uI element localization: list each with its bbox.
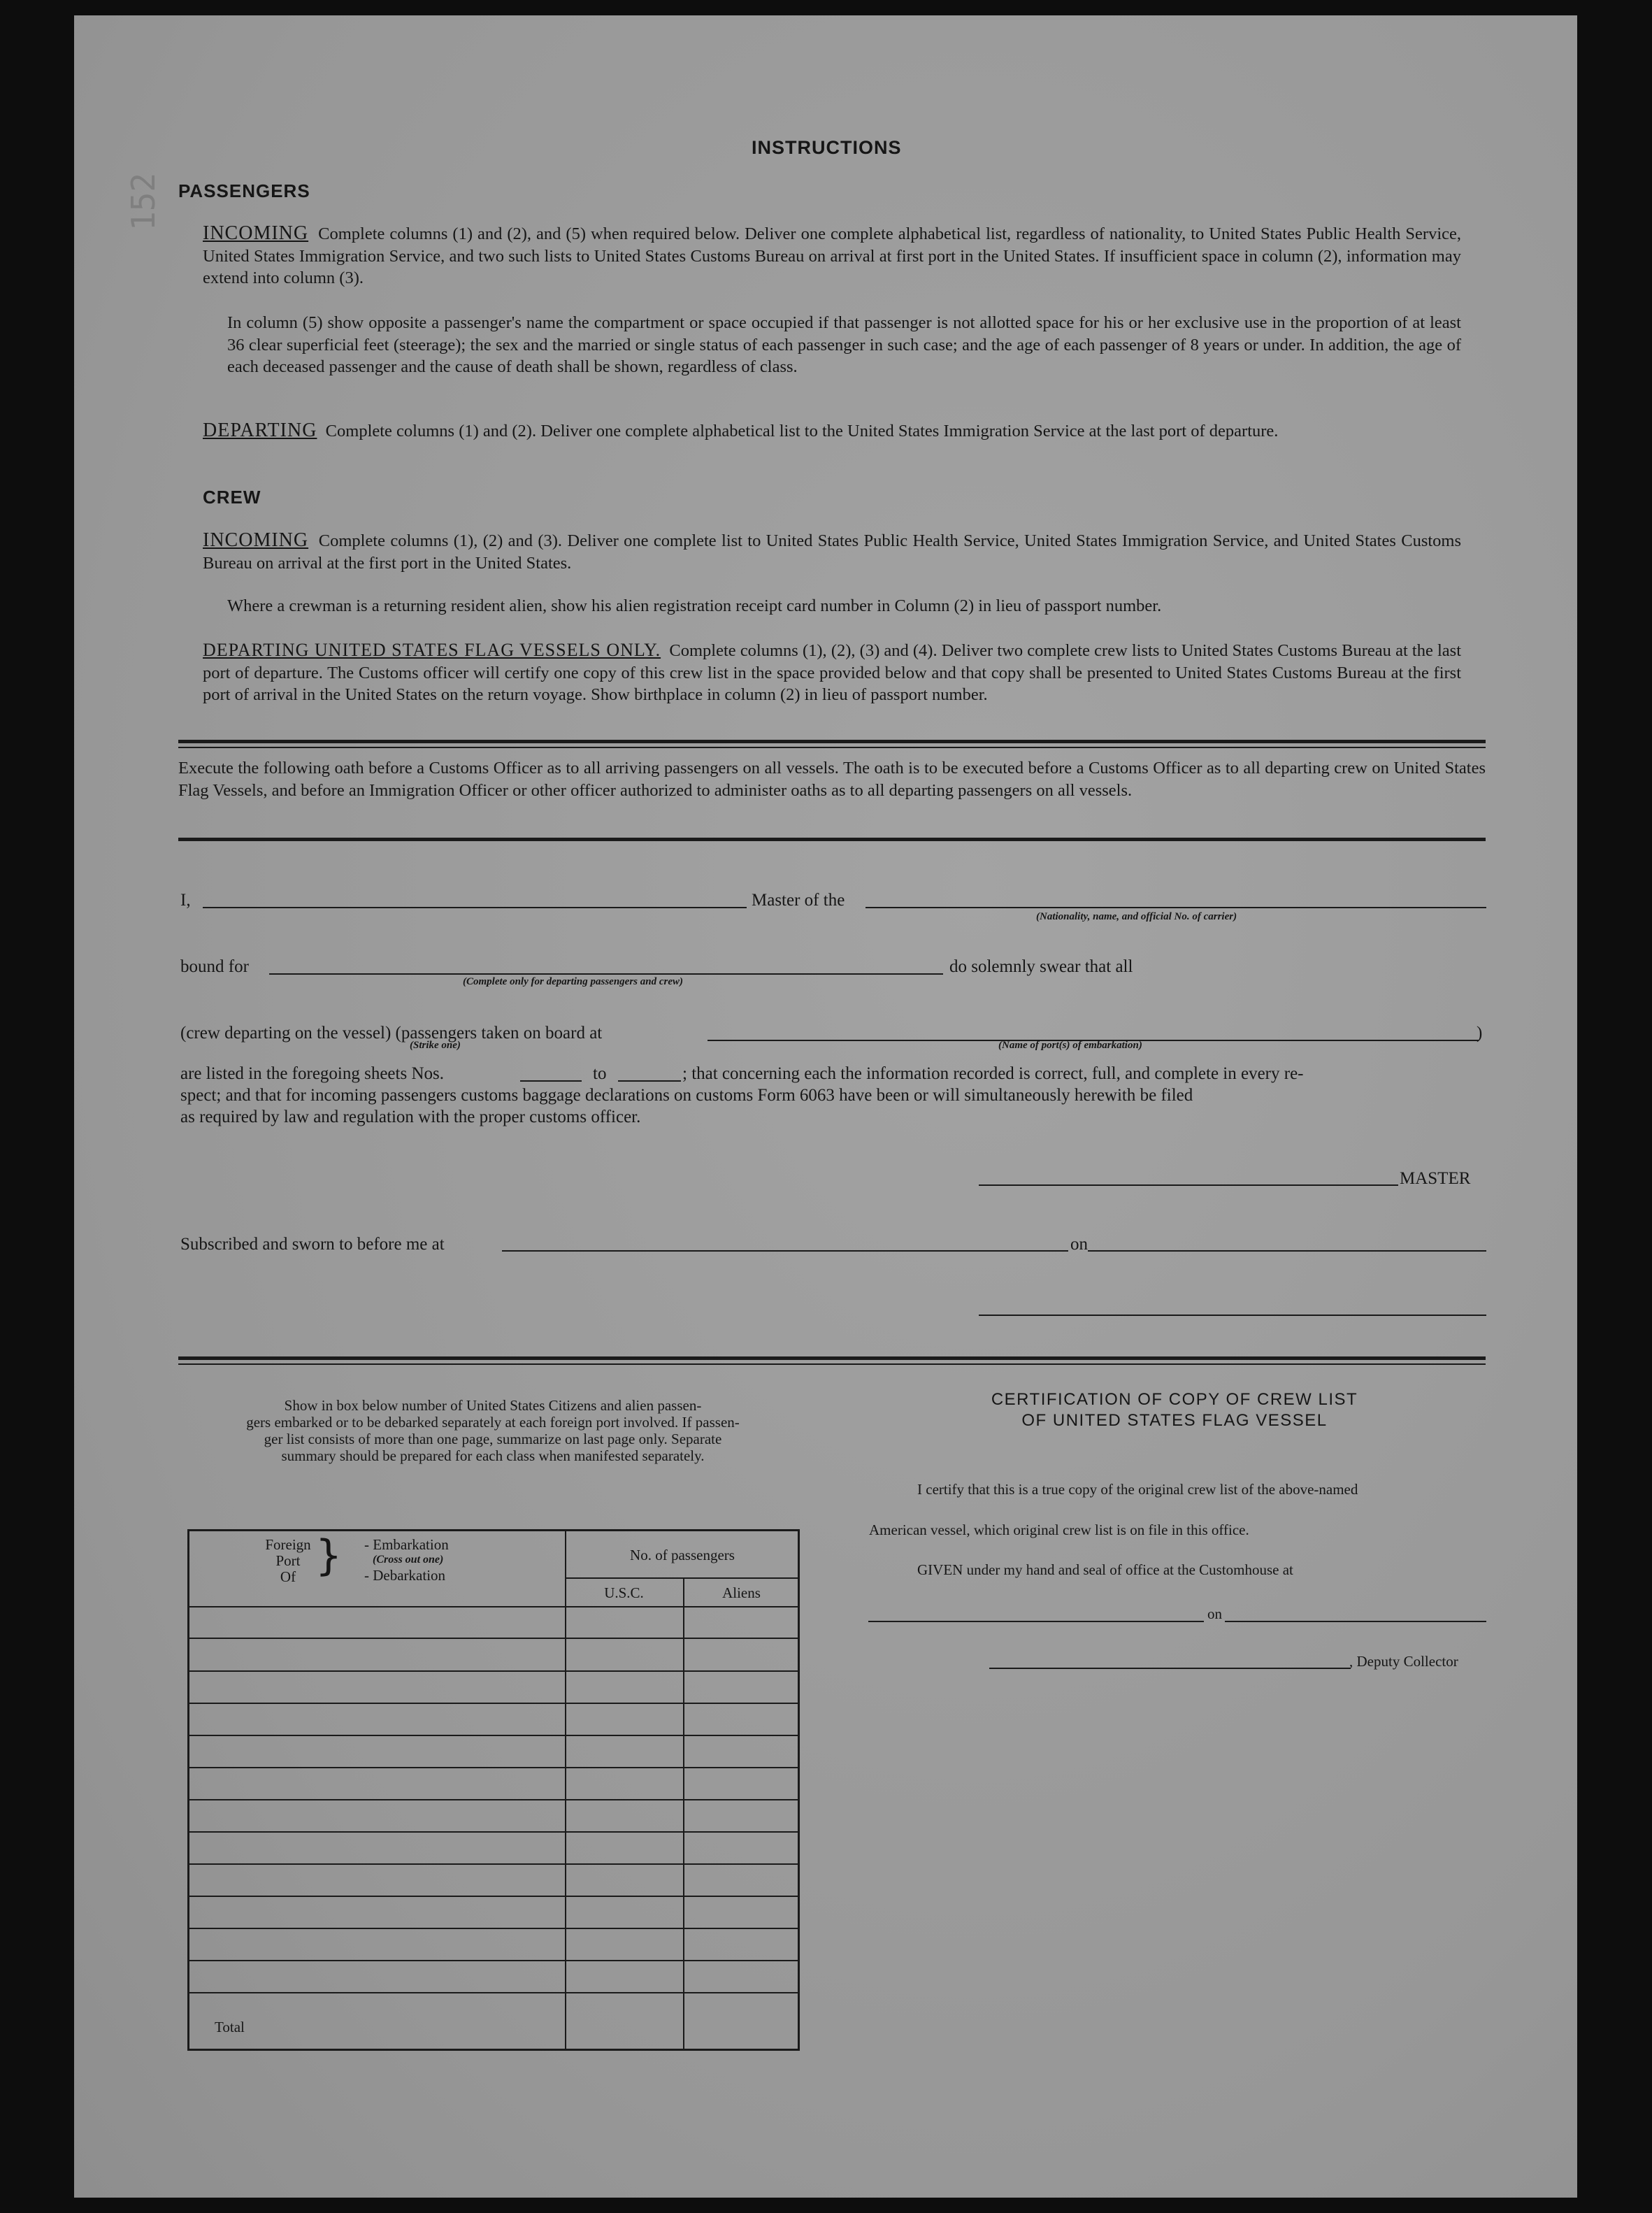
crew-departing-label: DEPARTING UNITED STATES FLAG VESSELS ONLY. <box>203 640 661 660</box>
deputy-signature-line <box>989 1668 1351 1669</box>
oath-to: to <box>593 1064 607 1083</box>
bound-for-line <box>269 973 943 975</box>
crew-incoming-block <box>203 529 1461 574</box>
port-label: Port <box>275 1552 301 1569</box>
passenger-summary-table <box>187 1529 800 2051</box>
oath-swear: do solemnly swear that all <box>949 957 1133 976</box>
of-label: Of <box>280 1568 296 1585</box>
divider-oath <box>178 838 1486 841</box>
passengers-departing-text: Complete columns (1) and (2). Deliver one complete alphabetical list to the United States Immigration Service at the last port of departure. <box>325 422 1279 441</box>
summary-line-3: ger list consists of more than one page, summarize on last page only. Separate <box>264 1431 722 1447</box>
column5-paragraph <box>227 312 1461 378</box>
carrier-note: (Nationality, name, and official No. of carrier) <box>1036 911 1237 922</box>
row-line <box>189 1831 798 1833</box>
row-line <box>189 1703 798 1704</box>
header-subdivider <box>565 1577 798 1579</box>
strike-note: (Strike one) <box>410 1040 461 1051</box>
certification-heading-1: CERTIFICATION OF COPY OF CREW LIST <box>991 1390 1358 1409</box>
certify-line-1: I certify that this is a true copy of the original crew list of the above-named <box>917 1481 1358 1498</box>
oath-intro-text: Execute the following oath before a Customs Officer as to all arriving passengers on all vessels. The oath is to be executed before a Customs Officer as to all departing crew on United States Flag Vessels, and before an Immigration Officer or other officer authorized to administer oaths as to all departing passengers on all vessels. <box>178 759 1486 800</box>
row-line <box>189 1960 798 1961</box>
crew-incoming-text: Complete columns (1), (2) and (3). Deliver one complete list to United States Public Health Service, United States Immigration Service, and United States Customs Bureau on arrival at the first port in the United States. <box>203 531 1462 573</box>
passengers-heading: PASSENGERS <box>178 180 310 201</box>
oath-listed-3: spect; and that for incoming passengers customs baggage declarations on customs Form 6063 have been or will simultaneously herewith be filed <box>180 1086 1193 1105</box>
crew-resident-paragraph <box>227 595 1461 617</box>
oath-bound-for: bound for <box>180 957 249 976</box>
summary-line-4: summary should be prepared for each class when manifested separately. <box>281 1447 705 1464</box>
passengers-departing-block <box>203 420 1461 443</box>
row-line <box>189 1799 798 1800</box>
cert-date-line <box>1225 1621 1486 1622</box>
oath-crew-departing: (crew departing on the vessel) (passengers taken on board at <box>180 1024 603 1043</box>
oath-listed-2: ; that concerning each the information recorded is correct, full, and complete in every re- <box>682 1064 1304 1083</box>
row-line <box>189 1638 798 1639</box>
divider-bottom-thin <box>178 1363 1486 1365</box>
certify-line-2: American vessel, which original crew list is on file in this office. <box>869 1521 1249 1538</box>
summary-instructions <box>185 1397 800 1464</box>
row-line <box>189 1670 798 1672</box>
foreign-label: Foreign <box>265 1536 311 1553</box>
row-line <box>189 1896 798 1897</box>
brace-icon: } <box>315 1531 343 1580</box>
oath-on: on <box>1070 1235 1088 1254</box>
side-number: 152 <box>124 172 162 231</box>
aliens-label: Aliens <box>722 1584 761 1601</box>
no-passengers-label: No. of passengers <box>630 1547 735 1563</box>
header-bottom <box>189 1606 798 1607</box>
divider-bottom <box>178 1356 1486 1360</box>
oath-master-of: Master of the <box>752 891 845 910</box>
foreign-port-of-label <box>259 1537 317 1585</box>
oath-listed-4: as required by law and regulation with the proper customs officer. <box>180 1108 641 1126</box>
given-line: GIVEN under my hand and seal of office at the Customhouse at <box>917 1561 1293 1578</box>
divider-top-thin <box>178 747 1486 748</box>
oath-i-label: I, <box>180 891 191 910</box>
sworn-place-line <box>502 1250 1068 1252</box>
ports-note: (Name of port(s) of embarkation) <box>998 1040 1142 1051</box>
carrier-line <box>865 907 1486 908</box>
cross-out-note: (Cross out one) <box>373 1554 444 1566</box>
certification-heading-2: OF UNITED STATES FLAG VESSEL <box>1021 1411 1328 1430</box>
embark-debark-label <box>364 1537 449 1583</box>
crew-heading: CREW <box>203 487 261 508</box>
bound-note: (Complete only for departing passengers and crew) <box>463 976 683 987</box>
column5-text: In column (5) show opposite a passenger's name the compartment or space occupied if that passenger is not allotted space for his or her exclusive use in the proportion of at least 36 clear superficial feet (steerage); the sex and the married or single status of each passenger in such case; and the age of each passenger of 8 years or under. In addition, the age of each deceased passenger and the cause of death shall be shown, regardless of class. <box>227 313 1461 376</box>
master-name-line <box>203 907 747 908</box>
crew-incoming-label: INCOMING <box>203 529 309 551</box>
passengers-incoming-block <box>203 222 1461 289</box>
master-signature-line <box>979 1184 1398 1186</box>
crew-departing-text: Complete columns (1), (2), (3) and (4). Deliver two complete crew lists to United States Customs Bureau at the last port of departure. The Customs officer will certify one copy of this crew list in the space provided below and that copy shall be presented to United States Customs Bureau at the first port of arrival in the United States on the return voyage. Show birthplace in column (2) in lieu of passport number. <box>203 641 1461 704</box>
total-label: Total <box>215 2019 245 2035</box>
passengers-departing-label: DEPARTING <box>203 420 317 441</box>
customhouse-line <box>868 1621 1204 1622</box>
officer-signature-line <box>979 1315 1486 1316</box>
row-line <box>189 1863 798 1865</box>
page-title: INSTRUCTIONS <box>752 137 902 158</box>
passengers-incoming-text: Complete columns (1) and (2), and (5) when required below. Deliver one complete alphabetical list, regardless of nationality, to United States Public Health Service, United States Immigration Service, and two such lists to United States Customs Bureau on arrival at first port in the United States. If insufficient space in column (2), information may extend into column (3). <box>203 224 1462 287</box>
sworn-date-line <box>1088 1250 1486 1252</box>
summary-line-1: Show in box below number of United States Citizens and alien passen- <box>284 1397 702 1414</box>
sheet-from-line <box>520 1080 582 1082</box>
deputy-collector-label: , Deputy Collector <box>1349 1653 1458 1670</box>
row-line <box>189 1735 798 1736</box>
sheet-to-line <box>618 1080 681 1082</box>
passengers-incoming-label: INCOMING <box>203 222 309 244</box>
usc-label: U.S.C. <box>604 1584 644 1601</box>
row-line <box>189 1992 798 1993</box>
col-divider-2 <box>683 1577 684 2049</box>
cert-on: on <box>1207 1605 1222 1622</box>
oath-close-paren: ) <box>1477 1024 1483 1043</box>
oath-listed-1: are listed in the foregoing sheets Nos. <box>180 1064 444 1083</box>
certification-heading <box>909 1389 1440 1431</box>
master-label: MASTER <box>1400 1169 1471 1188</box>
oath-subscribed: Subscribed and sworn to before me at <box>180 1235 445 1254</box>
row-line <box>189 1928 798 1929</box>
row-line <box>189 1767 798 1768</box>
embarkation-label: - Embarkation <box>364 1536 449 1553</box>
debarkation-label: - Debarkation <box>364 1567 446 1584</box>
crew-departing-block <box>203 639 1461 706</box>
oath-intro <box>178 757 1486 801</box>
col-divider-1 <box>565 1531 566 2049</box>
crew-resident-text: Where a crewman is a returning resident alien, show his alien registration receipt card number in Column (2) in lieu of passport number. <box>227 596 1162 615</box>
summary-line-2: gers embarked or to be debarked separately at each foreign port involved. If passen- <box>246 1414 740 1431</box>
divider-top <box>178 740 1486 743</box>
